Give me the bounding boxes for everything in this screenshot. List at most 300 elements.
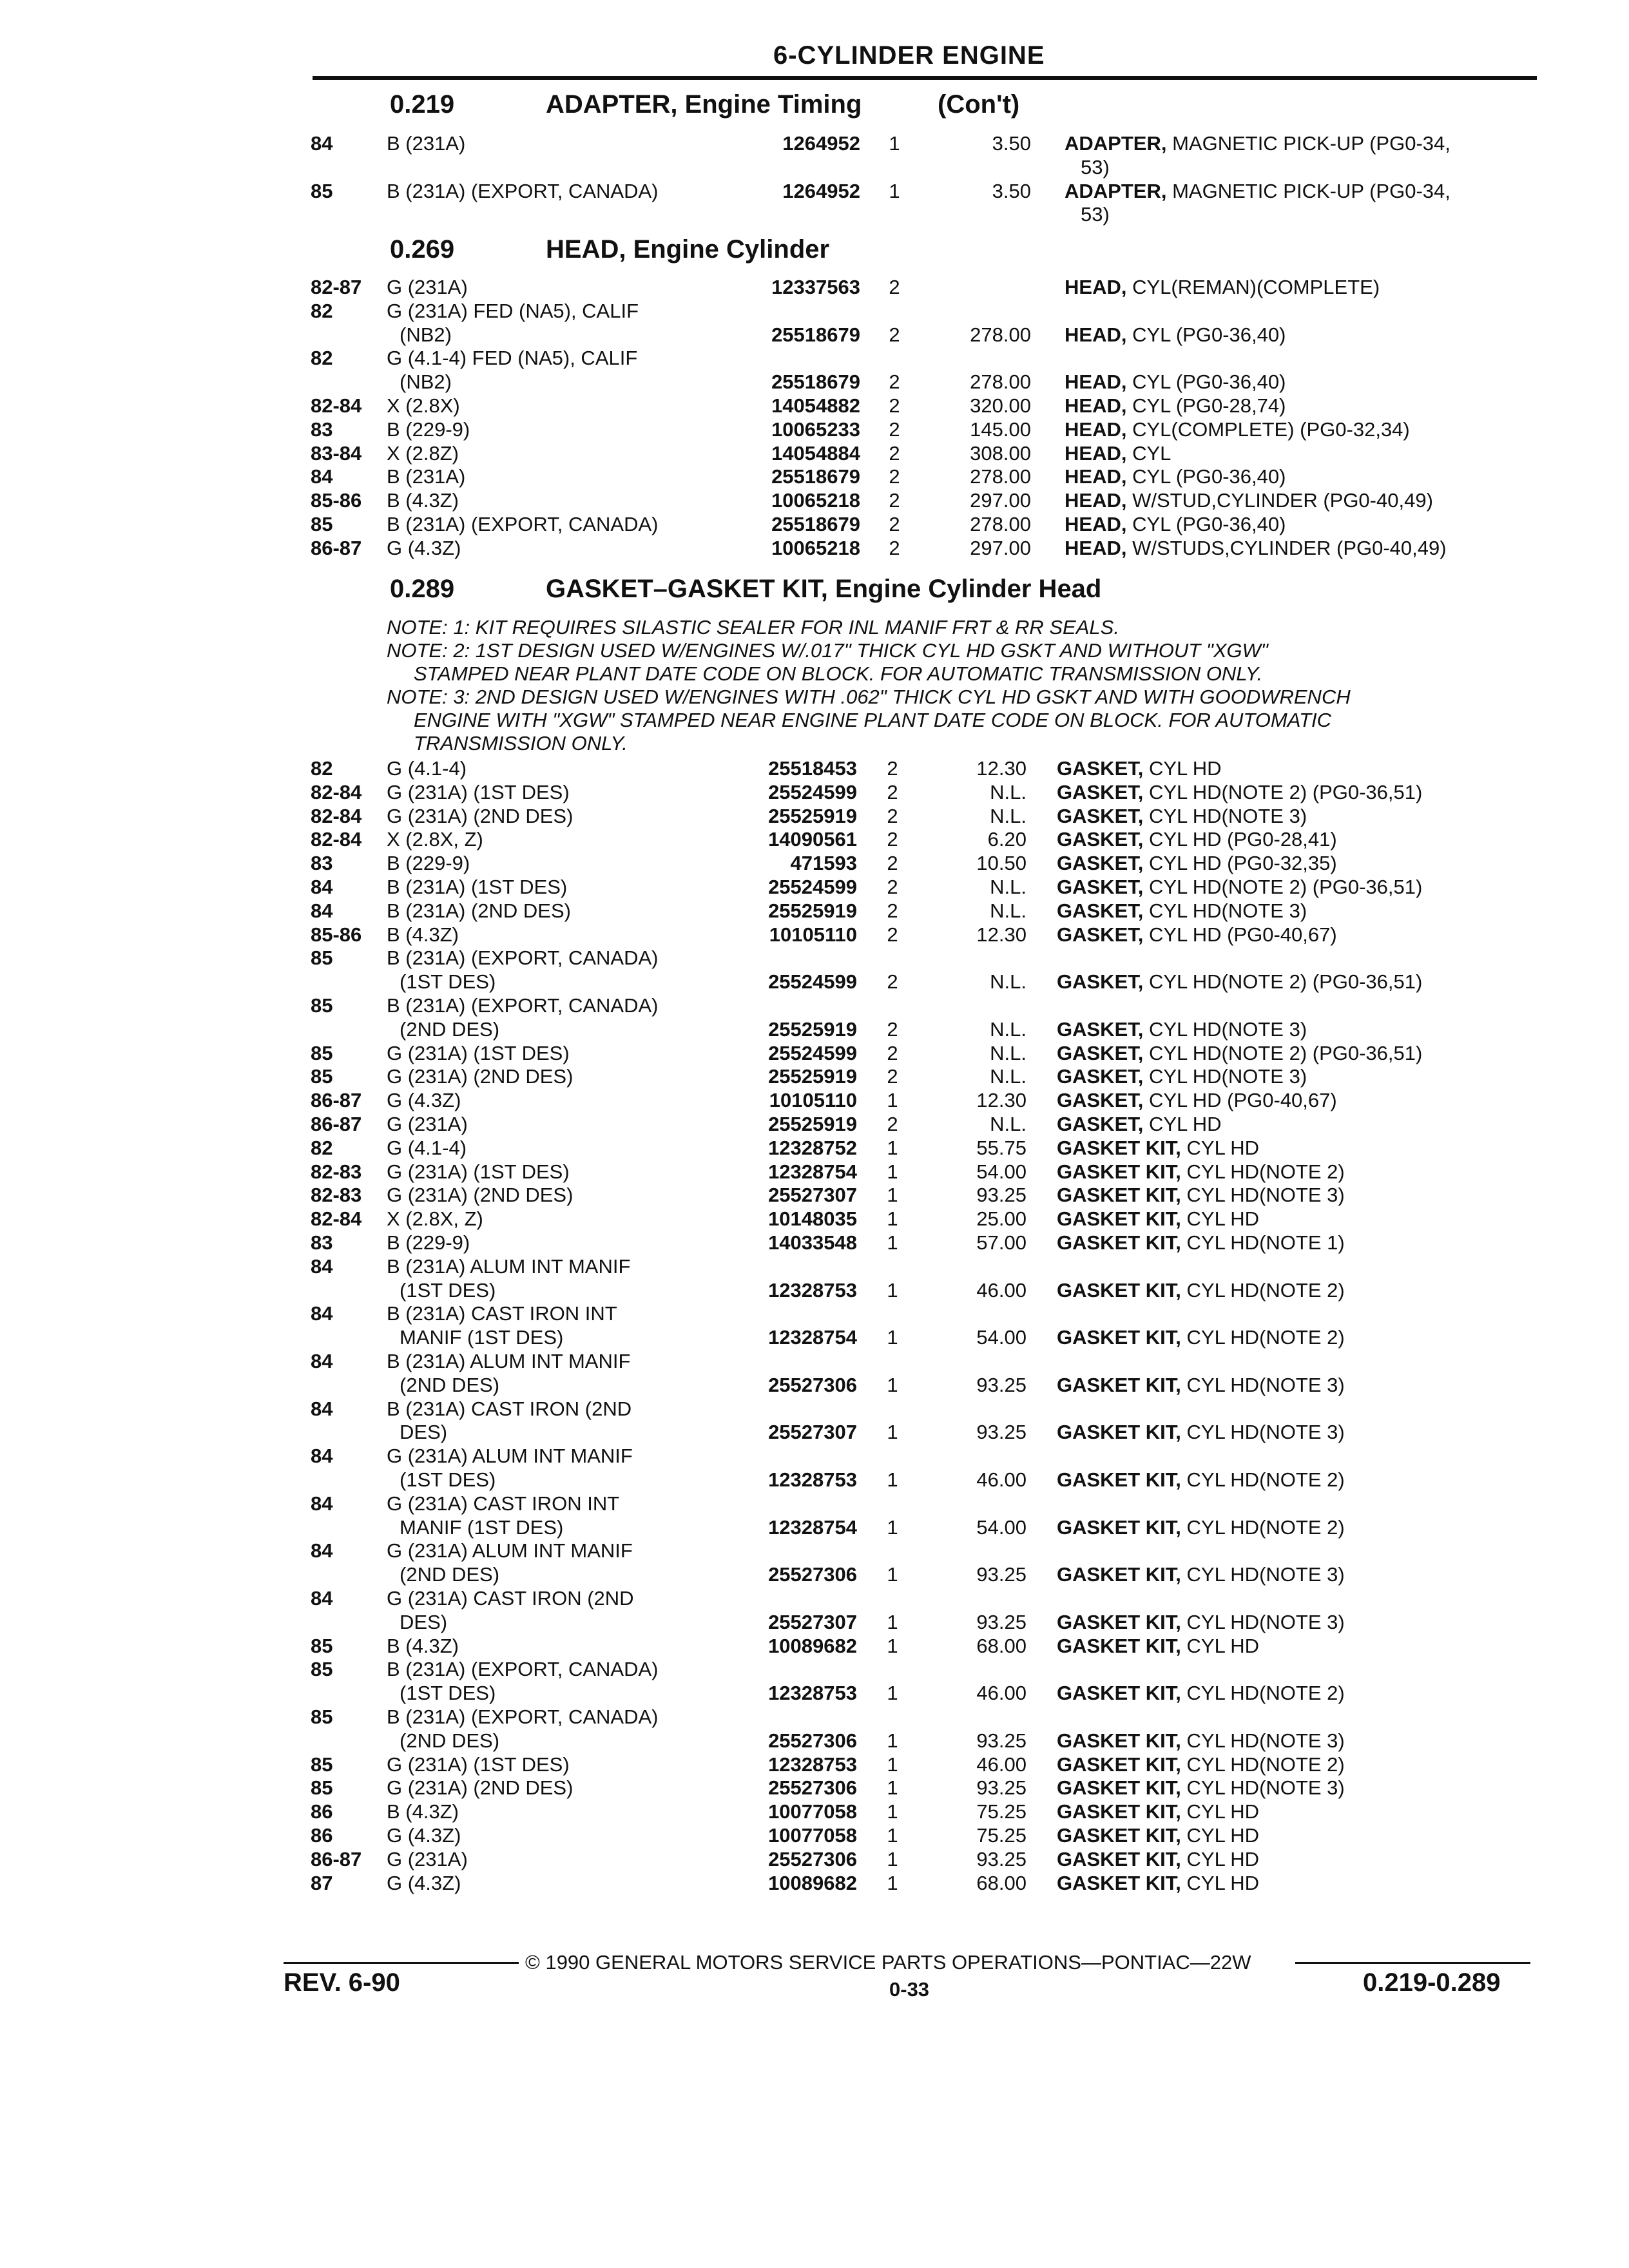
part-name: ADAPTER, [1065,179,1167,202]
part-detail: CYL HD(NOTE 3) [1148,1017,1307,1041]
quantity: 2 [889,441,900,465]
part-description [1057,1753,1345,1776]
table-row [0,537,1629,561]
table-row [0,1800,1629,1824]
application-desc: G (4.3Z) [387,1089,461,1112]
model-year: 84 [311,1587,333,1610]
part-description [1057,1137,1259,1160]
model-year: 85 [311,1041,333,1064]
model-year: 85 [311,179,333,202]
quantity: 2 [887,899,898,922]
application-desc: B (231A) (EXPORT, CANADA) [387,947,659,970]
part-description [1057,805,1307,828]
model-year: 84 [311,1445,333,1468]
part-name: GASKET KIT, [1057,1373,1181,1396]
table-row [0,1492,1629,1540]
application-desc-cont: (NB2) [400,323,452,346]
application-desc: B (231A) CAST IRON INT [387,1302,617,1325]
part-description [1057,1611,1345,1634]
part-name: GASKET KIT, [1057,1634,1181,1657]
table-row [0,947,1629,994]
application-desc: G (231A) (1ST DES) [387,1160,570,1183]
part-description [1065,489,1433,512]
part-number: 25527307 [768,1184,857,1207]
table-row [0,757,1629,781]
quantity: 1 [887,1184,898,1207]
model-year: 82 [311,299,333,322]
part-description [1057,1279,1345,1302]
footer-copyright: © 1990 GENERAL MOTORS SERVICE PARTS OPERATIONS—PONTIAC—22W [525,1951,1251,1974]
part-description [1057,1635,1259,1658]
model-year: 84 [311,1254,333,1278]
table-row [0,1184,1629,1207]
table-row [0,876,1629,899]
part-number: 10065233 [771,418,860,441]
unit-price: 278.00 [970,323,1031,346]
unit-price: 297.00 [970,489,1031,512]
model-year: 84 [311,876,333,898]
quantity: 1 [887,1634,898,1657]
unit-price: N.L. [990,1065,1027,1088]
part-number: 12337563 [771,276,860,298]
application-desc: G (231A) FED (NA5), CALIF [387,299,639,322]
part-name: GASKET KIT, [1057,1326,1181,1349]
part-description [1057,828,1337,851]
application-desc: G (4.3Z) [387,536,461,559]
part-name: GASKET KIT, [1057,1136,1181,1159]
unit-price: 68.00 [976,1871,1027,1894]
model-year: 82 [311,757,333,780]
table-row [0,1706,1629,1753]
part-number: 25518679 [771,323,860,346]
part-name: GASKET KIT, [1057,1753,1181,1776]
part-name: GASKET KIT, [1057,1871,1181,1894]
unit-price: 54.00 [976,1515,1027,1539]
model-year: 82-84 [311,394,362,417]
part-description [1057,1872,1259,1895]
table-row [0,276,1629,300]
part-name: GASKET KIT, [1057,1824,1181,1847]
part-name: GASKET, [1057,876,1144,898]
part-number: 25524599 [768,1041,857,1064]
part-name: GASKET, [1057,1113,1144,1135]
part-description [1057,1682,1345,1705]
part-name: HEAD, [1065,489,1127,512]
application-desc-cont: (2ND DES) [400,1563,500,1586]
part-detail: CYL HD(NOTE 3) [1148,1065,1307,1088]
part-description [1057,899,1307,923]
application-desc: G (4.1-4) [387,1136,467,1159]
unit-price: 320.00 [970,394,1031,417]
part-detail: CYL HD [1148,757,1222,780]
unit-price: N.L. [990,1017,1027,1041]
part-detail: CYL HD(NOTE 3) [1186,1184,1345,1207]
unit-price: 12.30 [976,923,1027,946]
part-name: GASKET, [1057,1041,1144,1064]
part-number: 14054882 [771,394,860,417]
part-detail: CYL (PG0-36,40) [1132,370,1286,394]
part-description [1057,1184,1345,1207]
application-desc: B (231A) ALUM INT MANIF [387,1254,631,1278]
unit-price: 12.30 [976,1089,1027,1112]
application-desc: B (231A) [387,465,466,488]
quantity: 2 [887,1065,898,1088]
model-year: 82-83 [311,1160,362,1183]
part-detail: CYL HD [1186,1207,1260,1231]
part-detail: CYL HD(NOTE 2) [1186,1682,1345,1705]
part-description-cont: 53) [1081,155,1110,178]
part-detail: CYL HD(NOTE 2) (PG0-36,51) [1148,970,1423,994]
table-row [0,1137,1629,1160]
application-desc: G (4.1-4) [387,757,467,780]
table-row [0,1635,1629,1658]
section-name: GASKET–GASKET KIT, Engine Cylinder Head [546,575,1102,603]
application-desc-cont: (1ST DES) [400,970,496,994]
application-desc: G (231A) (2ND DES) [387,804,574,827]
page-number: 0-33 [889,1978,930,2001]
table-row [0,179,1629,226]
unit-price: 6.20 [987,828,1027,851]
table-row [0,1160,1629,1184]
table-row [0,347,1629,394]
model-year: 82 [311,347,333,370]
table-row [0,513,1629,537]
part-detail: CYL HD(NOTE 3) [1186,1776,1345,1800]
part-number: 10089682 [768,1634,857,1657]
part-detail: CYL HD(NOTE 2) [1186,1326,1345,1349]
part-description [1057,1018,1307,1041]
application-desc-cont: MANIF (1ST DES) [400,1326,564,1349]
part-name: GASKET KIT, [1057,1847,1181,1870]
application-desc-cont: (NB2) [400,370,452,394]
application-desc: B (229-9) [387,1231,470,1254]
part-detail: CYL (PG0-28,74) [1132,394,1286,417]
header-rule [313,76,1537,80]
application-desc: B (4.3Z) [387,1800,459,1823]
quantity: 2 [887,1041,898,1064]
unit-price: N.L. [990,970,1027,994]
part-number: 10105110 [769,923,857,946]
unit-price: 3.50 [992,179,1031,202]
footer-rule-right [1295,1962,1530,1964]
quantity: 2 [887,1113,898,1135]
revision-label: REV. 6-90 [284,1968,400,1997]
application-desc: B (4.3Z) [387,489,459,512]
unit-price: 93.25 [976,1776,1027,1800]
part-number: 10089682 [768,1871,857,1894]
part-number: 25527306 [768,1847,857,1870]
part-description [1057,1776,1345,1800]
application-desc-cont: (1ST DES) [400,1278,496,1302]
part-name: HEAD, [1065,513,1127,535]
model-year: 82-84 [311,804,362,827]
part-description [1057,1729,1345,1753]
application-desc-cont: DES) [400,1421,448,1444]
part-name: HEAD, [1065,536,1127,559]
part-name: GASKET KIT, [1057,1231,1181,1254]
application-desc: B (231A) [387,132,466,155]
part-description [1057,1326,1345,1349]
application-desc: G (231A) ALUM INT MANIF [387,1539,633,1562]
note-line: TRANSMISSION ONLY. [414,732,628,754]
application-desc: B (231A) (EXPORT, CANADA) [387,179,659,202]
part-name: GASKET KIT, [1057,1160,1181,1183]
table-row [0,899,1629,923]
quantity: 1 [887,1800,898,1823]
part-description [1065,442,1171,465]
table-row [0,923,1629,947]
model-year: 82 [311,1136,333,1159]
part-detail: CYL (PG0-36,40) [1132,465,1286,488]
application-desc: B (231A) (2ND DES) [387,899,571,922]
model-year: 83 [311,418,333,441]
application-desc: B (231A) CAST IRON (2ND [387,1397,632,1420]
model-year: 82-83 [311,1184,362,1207]
table-row [0,1255,1629,1303]
unit-price: 46.00 [976,1682,1027,1705]
application-desc-cont: (2ND DES) [400,1017,500,1041]
part-description [1057,1065,1307,1088]
model-year: 86-87 [311,1113,362,1135]
part-description [1057,1468,1345,1492]
model-year: 85 [311,1658,333,1681]
quantity: 2 [889,394,900,417]
part-description [1065,323,1286,347]
table-row [0,1207,1629,1231]
quantity: 2 [887,780,898,803]
quantity: 2 [889,323,900,346]
part-number: 471593 [790,852,857,875]
quantity: 2 [887,852,898,875]
part-number: 25525919 [768,804,857,827]
unit-price: 278.00 [970,513,1031,535]
part-detail: CYL HD(NOTE 3) [1148,899,1307,922]
part-detail: MAGNETIC PICK-UP (PG0-34, [1172,132,1451,155]
part-description-cont: 53) [1081,203,1110,226]
part-description [1057,1800,1259,1823]
table-row [0,442,1629,466]
part-name: GASKET, [1057,899,1144,922]
model-year: 85 [311,513,333,535]
part-description [1065,132,1451,155]
quantity: 1 [887,1515,898,1539]
quantity: 1 [887,1326,898,1349]
application-desc: G (231A) [387,1113,468,1135]
part-detail: CYL HD (PG0-28,41) [1148,828,1337,851]
table-row [0,1350,1629,1398]
footer-rule-left [284,1962,519,1964]
model-year: 84 [311,1492,333,1515]
section-heading-adapter [390,90,1034,124]
part-name: GASKET KIT, [1057,1729,1181,1752]
table-row [0,132,1629,178]
model-year: 84 [311,132,333,155]
unit-price: 93.25 [976,1563,1027,1586]
quantity: 1 [887,1871,898,1894]
quantity: 1 [887,1160,898,1183]
part-name: GASKET, [1057,852,1144,875]
part-description [1057,1848,1259,1871]
application-desc: B (231A) (1ST DES) [387,876,568,898]
part-description [1057,757,1222,780]
part-name: GASKET, [1057,1089,1144,1112]
quantity: 2 [887,804,898,827]
section-number: 0.269 [390,235,455,264]
part-detail: CYL HD(NOTE 3) [1148,804,1307,827]
part-description [1065,513,1286,536]
table-row [0,1776,1629,1800]
unit-price: N.L. [990,780,1027,803]
part-number: 10105110 [769,1089,857,1112]
table-row [0,994,1629,1042]
part-number: 10065218 [771,536,860,559]
model-year: 86 [311,1800,333,1823]
model-year: 85-86 [311,489,362,512]
model-year: 85 [311,1776,333,1800]
part-detail: CYL HD (PG0-40,67) [1148,1089,1337,1112]
part-detail: CYL HD(NOTE 3) [1186,1563,1345,1586]
part-description [1065,537,1447,560]
table-row [0,1753,1629,1777]
unit-price: N.L. [990,876,1027,898]
model-year: 85-86 [311,923,362,946]
quantity: 2 [889,370,900,394]
unit-price: 75.25 [976,1800,1027,1823]
unit-price: 93.25 [976,1421,1027,1444]
part-name: GASKET, [1057,780,1144,803]
part-name: GASKET, [1057,1065,1144,1088]
table-row [0,1042,1629,1066]
application-desc-cont: (1ST DES) [400,1468,496,1491]
part-detail: CYL HD (PG0-40,67) [1148,923,1337,946]
part-description [1057,1563,1345,1586]
quantity: 2 [887,828,898,851]
part-number: 25524599 [768,780,857,803]
part-detail: CYL HD(NOTE 2) [1186,1278,1345,1302]
part-description [1057,970,1422,994]
application-desc: G (231A) (2ND DES) [387,1776,574,1800]
quantity: 1 [889,132,900,155]
application-desc: B (231A) (EXPORT, CANADA) [387,513,659,535]
table-row [0,1445,1629,1492]
part-number: 12328753 [768,1278,857,1302]
part-name: GASKET KIT, [1057,1776,1181,1800]
unit-price: 145.00 [970,418,1031,441]
quantity: 2 [889,418,900,441]
part-description [1065,394,1286,418]
part-detail: MAGNETIC PICK-UP (PG0-34, [1172,179,1451,202]
application-desc: X (2.8Z) [387,441,459,465]
quantity: 1 [887,1421,898,1444]
unit-price: 75.25 [976,1824,1027,1847]
application-desc: B (229-9) [387,852,470,875]
part-name: GASKET KIT, [1057,1682,1181,1705]
note-line: ENGINE WITH "XGW" STAMPED NEAR ENGINE PLANT DATE CODE ON BLOCK. FOR AUTOMATIC [414,709,1332,731]
section-number: 0.289 [390,575,455,603]
part-name: GASKET, [1057,1017,1144,1041]
application-desc: B (231A) (EXPORT, CANADA) [387,994,659,1017]
quantity: 2 [889,489,900,512]
part-name: HEAD, [1065,370,1127,394]
quantity: 1 [887,1729,898,1752]
table-row [0,1658,1629,1706]
part-number: 12328752 [768,1136,857,1159]
part-description [1057,1042,1422,1065]
part-description [1065,276,1380,299]
section-range: 0.219-0.289 [1363,1968,1501,1997]
application-desc: B (229-9) [387,418,470,441]
table-row [0,781,1629,805]
unit-price: 10.50 [976,852,1027,875]
unit-price: 55.75 [976,1136,1027,1159]
part-description [1057,1089,1337,1112]
model-year: 84 [311,1350,333,1372]
part-detail: CYL HD(NOTE 3) [1186,1610,1345,1633]
part-detail: CYL HD [1186,1800,1260,1823]
part-number: 12328753 [768,1753,857,1776]
unit-price: 57.00 [976,1231,1027,1254]
part-description [1057,923,1337,947]
model-year: 84 [311,899,333,922]
part-detail: CYL (PG0-36,40) [1132,513,1286,535]
model-year: 83-84 [311,441,362,465]
part-number: 10077058 [768,1800,857,1823]
part-detail: CYL HD(NOTE 2) (PG0-36,51) [1148,780,1423,803]
unit-price: 278.00 [970,370,1031,394]
model-year: 85 [311,1753,333,1776]
table-row [0,1539,1629,1587]
table-row [0,1824,1629,1848]
section-continued: (Con't) [938,90,1020,119]
part-description [1057,781,1422,804]
unit-price: 54.00 [976,1326,1027,1349]
note-line: NOTE: 2: 1ST DESIGN USED W/ENGINES W/.017" THICK CYL HD GSKT AND WITHOUT "XGW" [387,639,1268,662]
part-name: ADAPTER, [1065,132,1167,155]
quantity: 2 [887,757,898,780]
application-desc-cont: (1ST DES) [400,1682,496,1705]
part-description [1057,1516,1345,1539]
model-year: 82-84 [311,1207,362,1231]
part-detail: CYL HD(NOTE 2) [1186,1160,1345,1183]
unit-price: 93.25 [976,1729,1027,1752]
part-number: 25524599 [768,970,857,994]
model-year: 84 [311,1539,333,1562]
model-year: 87 [311,1871,333,1894]
application-desc-cont: (2ND DES) [400,1373,500,1396]
part-name: GASKET, [1057,757,1144,780]
part-number: 14054884 [771,441,860,465]
table-row [0,1113,1629,1137]
part-detail: CYL HD(NOTE 2) [1186,1753,1345,1776]
application-desc: X (2.8X, Z) [387,1207,483,1231]
table-row [0,1587,1629,1635]
part-description [1065,465,1286,488]
part-detail: CYL HD [1186,1847,1260,1870]
unit-price: 46.00 [976,1468,1027,1491]
model-year: 84 [311,1397,333,1420]
table-row [0,1398,1629,1445]
model-year: 85 [311,994,333,1017]
part-detail: CYL HD(NOTE 2) [1186,1515,1345,1539]
quantity: 1 [889,179,900,202]
quantity: 1 [887,1207,898,1231]
model-year: 86-87 [311,536,362,559]
part-name: HEAD, [1065,465,1127,488]
part-number: 12328754 [768,1326,857,1349]
unit-price: N.L. [990,1041,1027,1064]
part-name: GASKET, [1057,923,1144,946]
table-row [0,1872,1629,1896]
